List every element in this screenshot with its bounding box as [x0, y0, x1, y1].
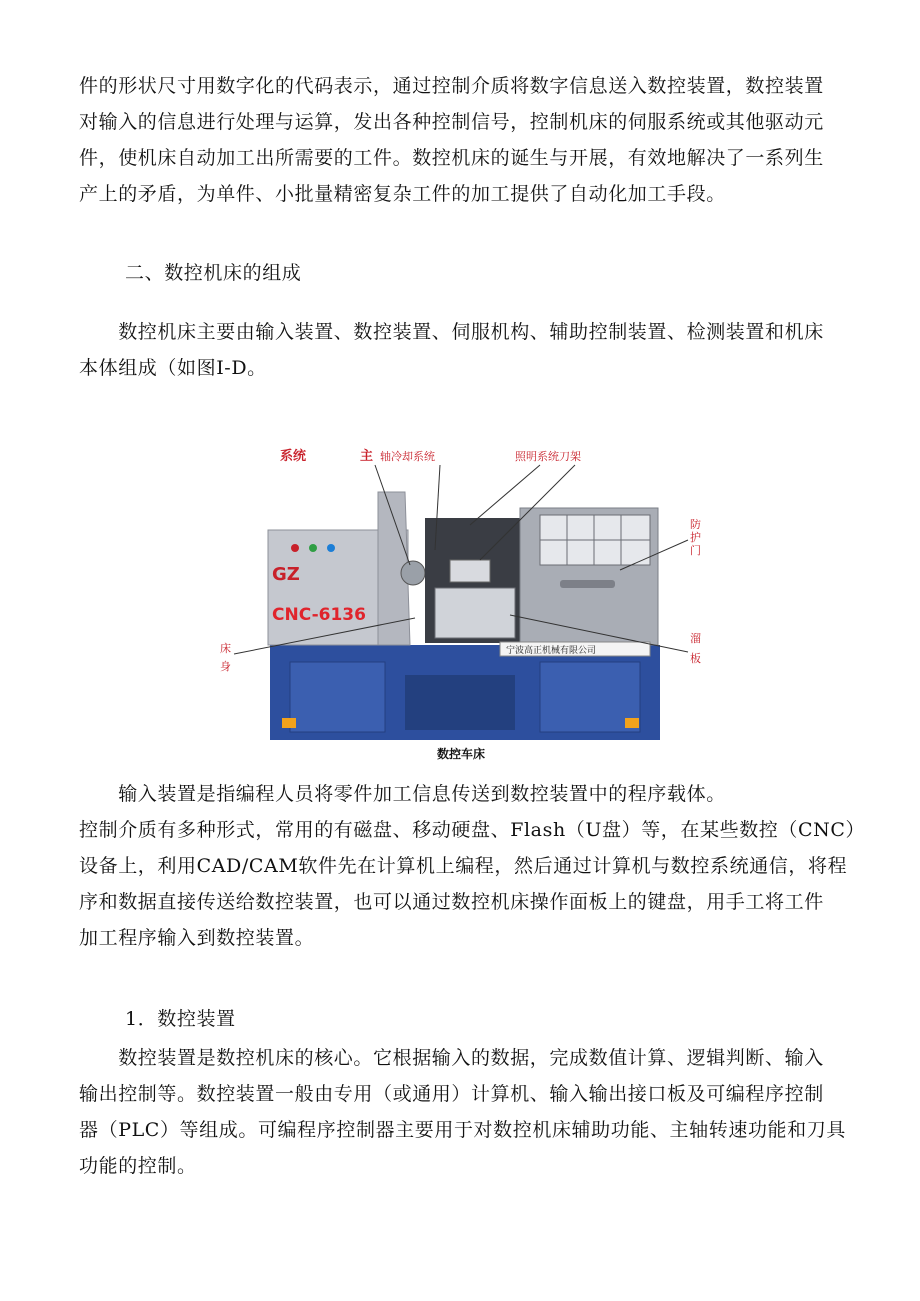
base-door-center	[405, 675, 515, 730]
text-line: 输出控制等。数控装置一般由专用（或通用）计算机、输入输出接口板及可编程序控制	[79, 1083, 824, 1105]
section-heading: 二、数控机床的组成	[125, 262, 302, 284]
text-line: 加工程序输入到数控装置。	[79, 927, 315, 949]
text-line: 设备上，利用CAD/CAM软件先在计算机上编程，然后通过计算机与数控系统通信，将程	[79, 855, 848, 877]
figure-caption: 数控车床	[437, 747, 486, 761]
text-line: 对输入的信息进行处理与运算，发出各种控制信号，控制机床的伺服系统或其他驱动元	[79, 111, 824, 133]
panel-button	[327, 544, 335, 552]
panel-button	[291, 544, 299, 552]
brand-logo: GZ	[272, 564, 300, 585]
spindle-chuck	[401, 561, 425, 585]
input-device-paragraph	[79, 776, 866, 956]
text-line: 数控装置是数控机床的核心。它根据输入的数据，完成数值计算、逻辑判断、输入	[79, 1047, 824, 1069]
door-handle	[560, 580, 615, 588]
tool-post	[450, 560, 490, 582]
text-line: 数控机床主要由输入装置、数控装置、伺服机构、辅助控制装置、检测装置和机床	[79, 321, 824, 343]
panel-button	[309, 544, 317, 552]
text-line: 功能的控制。	[79, 1155, 197, 1177]
label-lighting: 照明系统刀架	[515, 450, 581, 463]
label-coolant: 轴冷却系统	[380, 450, 435, 463]
label-carriage-1: 溜	[690, 632, 701, 645]
label-carriage-2: 板	[690, 652, 701, 665]
text-line: 产上的矛盾，为单件、小批量精密复杂工件的加工提供了自动化加工手段。	[79, 183, 726, 205]
text-line: 件的形状尺寸用数字化的代码表示，通过控制介质将数字信息送入数控装置，数控装置	[79, 75, 824, 97]
base-door-left	[290, 662, 385, 732]
label-spindle: 主	[360, 449, 374, 464]
text-line: 输入装置是指编程人员将零件加工信息传送到数控装置中的程序载体。	[79, 783, 726, 805]
composition-paragraph	[79, 314, 851, 386]
label-guard-door-1: 防	[690, 518, 701, 531]
cnc-device-paragraph	[79, 1040, 851, 1184]
text-line: 控制介质有多种形式，常用的有磁盘、移动硬盘、Flash（U盘）等，在某些数控（CNC）	[79, 819, 866, 841]
label-guard-door-3: 门	[690, 544, 701, 557]
text-line: 器（PLC）等组成。可编程序控制器主要用于对数控机床辅助功能、主轴转速功能和刀具	[79, 1119, 846, 1141]
model-plate: CNC-6136	[272, 605, 366, 625]
label-guard-door-2: 护	[690, 531, 701, 544]
intro-paragraph	[79, 68, 851, 212]
label-bed-1: 床	[220, 642, 231, 655]
subsection-heading: 1．数控装置	[125, 1008, 236, 1030]
warning-sticker	[282, 718, 296, 728]
label-bed-2: 身	[220, 660, 231, 673]
text-line: 本体组成（如图I-D。	[79, 357, 267, 379]
company-name: 宁波高正机械有限公司	[506, 646, 597, 656]
label-system: 系统	[280, 449, 307, 464]
text-line: 序和数据直接传送给数控装置，也可以通过数控机床操作面板上的键盘，用手工将工件	[79, 891, 824, 913]
text-line: 件，使机床自动加工出所需要的工件。数控机床的诞生与开展，有效地解决了一系列生	[79, 147, 824, 169]
carriage	[435, 588, 515, 638]
warning-sticker	[625, 718, 639, 728]
cnc-lathe-figure	[210, 430, 710, 742]
